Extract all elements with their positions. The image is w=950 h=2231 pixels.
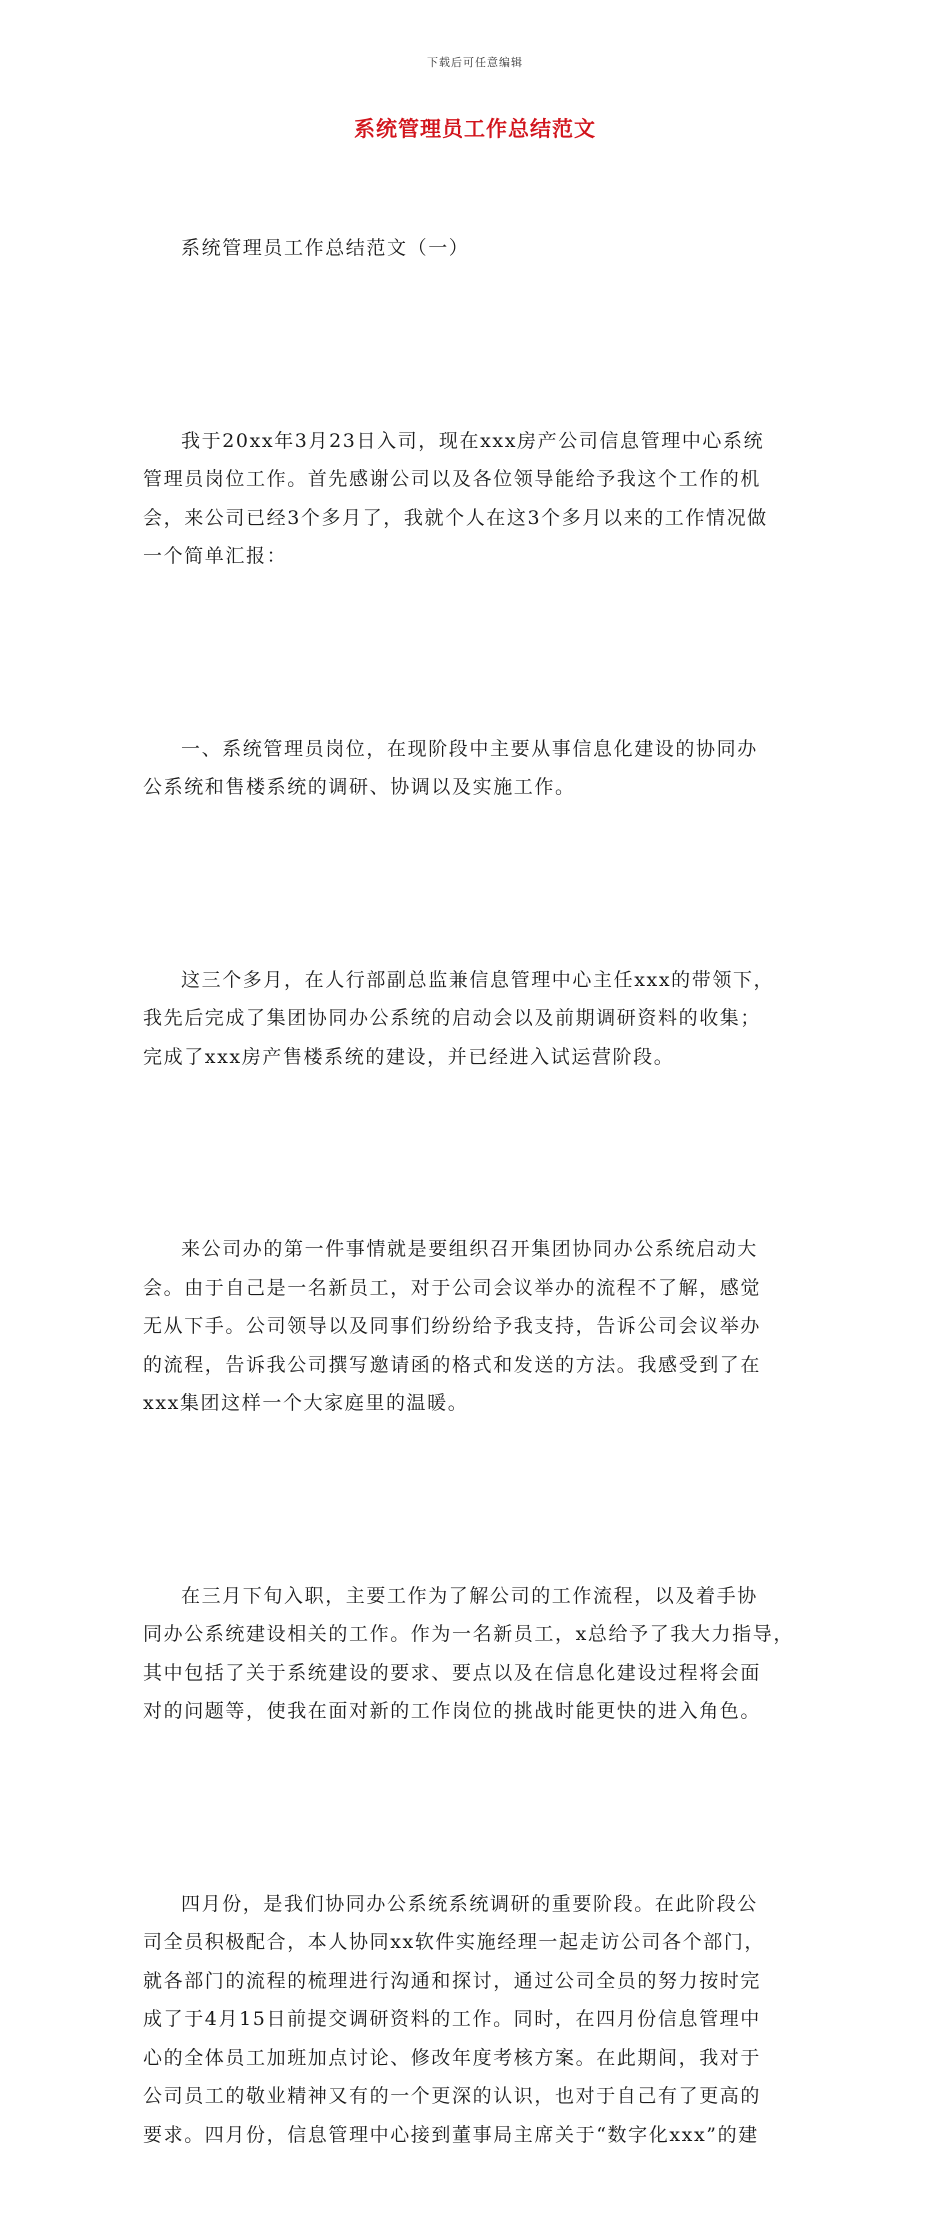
- text-line: 要求。四月份，信息管理中心接到董事局主席关于“数字化xxx”的建: [143, 2116, 823, 2155]
- text-line: 就各部门的流程的梳理进行沟通和探讨，通过公司全员的努力按时完: [143, 1962, 823, 2001]
- paragraph-role: [143, 653, 823, 884]
- header-note: 下载后可任意编辑: [0, 54, 950, 70]
- text-line: 在三月下旬入职，主要工作为了解公司的工作流程，以及着手协: [143, 1577, 823, 1616]
- paragraph-march: [143, 1500, 823, 1808]
- paragraph-progress: [143, 884, 823, 1154]
- text-line: 完成了xxx房产售楼系统的建设，并已经进入试运营阶段。: [143, 1038, 823, 1077]
- paragraph-first-task: [143, 1153, 823, 1500]
- text-line: 一个简单汇报：: [143, 537, 823, 576]
- text-line: 这三个多月，在人行部副总监兼信息管理中心主任xxx的带领下，: [143, 961, 823, 1000]
- paragraph-intro: [143, 345, 823, 653]
- section-subtitle: [143, 152, 823, 345]
- text-line: xxx集团这样一个大家庭里的温暖。: [143, 1384, 823, 1423]
- text-line: 管理员岗位工作。首先感谢公司以及各位领导能给予我这个工作的机: [143, 460, 823, 499]
- text-line: 系统管理员工作总结范文（一）: [143, 229, 823, 268]
- paragraph-april: [143, 1808, 823, 2231]
- document-title: 系统管理员工作总结范文: [0, 113, 950, 143]
- text-line: 公司员工的敬业精神又有的一个更深的认识，也对于自己有了更高的: [143, 2077, 823, 2116]
- text-line: 我先后完成了集团协同办公系统的启动会以及前期调研资料的收集；: [143, 999, 823, 1038]
- text-line: 成了于4月15日前提交调研资料的工作。同时，在四月份信息管理中: [143, 2000, 823, 2039]
- text-line: 我于20xx年3月23日入司，现在xxx房产公司信息管理中心系统: [143, 422, 823, 461]
- text-line: 同办公系统建设相关的工作。作为一名新员工，x总给予了我大力指导，: [143, 1615, 823, 1654]
- text-line: 一、系统管理员岗位，在现阶段中主要从事信息化建设的协同办: [143, 730, 823, 769]
- text-line: 无从下手。公司领导以及同事们纷纷给予我支持，告诉公司会议举办: [143, 1307, 823, 1346]
- text-line: 其中包括了关于系统建设的要求、要点以及在信息化建设过程将会面: [143, 1654, 823, 1693]
- text-line: 对的问题等，使我在面对新的工作岗位的挑战时能更快的进入角色。: [143, 1692, 823, 1731]
- text-line: 四月份，是我们协同办公系统系统调研的重要阶段。在此阶段公: [143, 1885, 823, 1924]
- text-line: 的流程，告诉我公司撰写邀请函的格式和发送的方法。我感受到了在: [143, 1346, 823, 1385]
- text-line: 来公司办的第一件事情就是要组织召开集团协同办公系统启动大: [143, 1230, 823, 1269]
- text-line: 心的全体员工加班加点讨论、修改年度考核方案。在此期间，我对于: [143, 2039, 823, 2078]
- text-line: 公系统和售楼系统的调研、协调以及实施工作。: [143, 768, 823, 807]
- text-line: 司全员积极配合，本人协同xx软件实施经理一起走访公司各个部门，: [143, 1923, 823, 1962]
- text-line: 会，来公司已经3个多月了，我就个人在这3个多月以来的工作情况做: [143, 499, 823, 538]
- document-body: [143, 152, 823, 2231]
- text-line: 会。由于自己是一名新员工，对于公司会议举办的流程不了解，感觉: [143, 1269, 823, 1308]
